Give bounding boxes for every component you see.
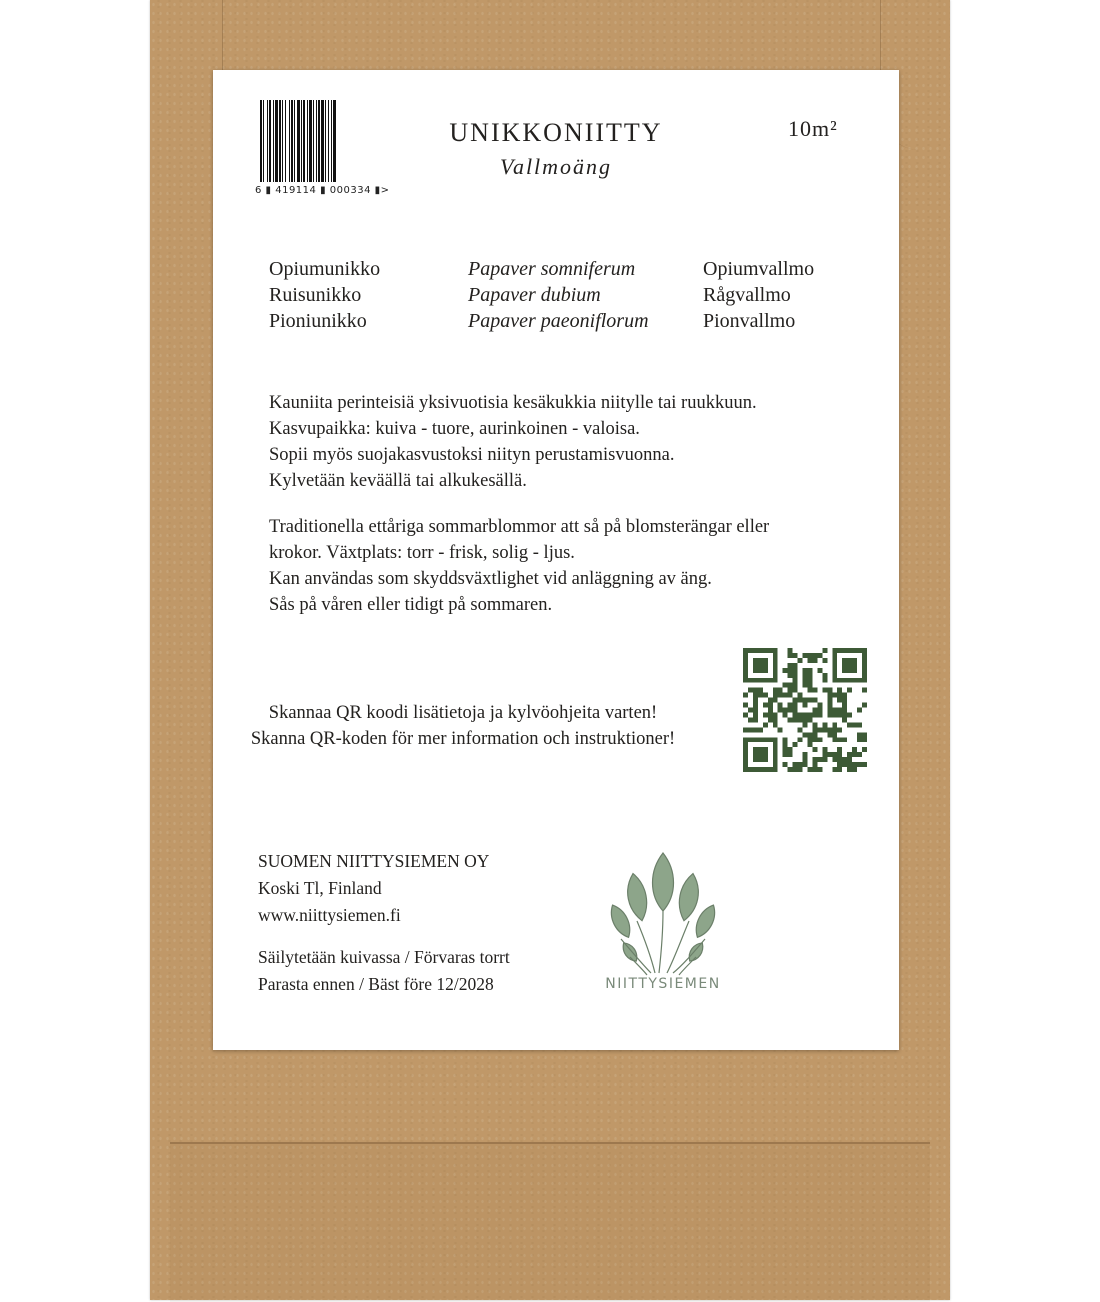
company-info xyxy=(258,848,489,929)
coverage-area: 10m² xyxy=(788,116,838,141)
description-line: krokor. Växtplats: torr - frisk, solig - ljus. xyxy=(269,543,575,563)
species-finnish-names xyxy=(269,256,380,334)
brand-logo-text: NIITTYSIEMEN xyxy=(605,976,721,992)
product-subtitle: Vallmoäng xyxy=(499,154,613,179)
description-line: Kan användas som skyddsväxtlighet vid anläggning av äng. xyxy=(269,569,712,589)
seed-label xyxy=(213,70,899,1050)
envelope-bottom-seam xyxy=(170,1142,930,1302)
species-latin-names xyxy=(468,256,649,334)
description-line: Kylvetään keväällä tai alkukesällä. xyxy=(269,471,527,491)
qr-instruction-sv: Skanna QR-koden för mer information och instruktioner! xyxy=(250,729,676,749)
species-name-latin: Papaver dubium xyxy=(468,284,601,306)
description-line: Kasvupaikka: kuiva - tuore, aurinkoinen - valoisa. xyxy=(269,419,640,439)
description-line: Kauniita perinteisiä yksivuotisia kesäkukkia niitylle tai ruukkuun. xyxy=(269,393,757,413)
company-location: Koski Tl, Finland xyxy=(258,878,382,898)
leaf-logo-icon xyxy=(603,845,723,995)
product-title: UNIKKONIITTY xyxy=(449,118,663,147)
description-line: Sopii myös suojakasvustoksi niityn perustamisvuonna. xyxy=(269,445,675,465)
qr-instructions xyxy=(223,700,703,752)
description-finnish xyxy=(269,390,869,494)
barcode-digits: 6 ▮ 419114 ▮ 000334 ▮> xyxy=(255,185,390,196)
species-name-latin: Papaver somniferum xyxy=(468,258,636,280)
company-website[interactable]: www.niittysiemen.fi xyxy=(258,905,401,925)
company-name: SUOMEN NIITTYSIEMEN OY xyxy=(258,851,490,871)
species-name-sv: Rågvallmo xyxy=(703,284,791,306)
species-name-fi: Ruisunikko xyxy=(269,284,362,306)
storage-instruction: Säilytetään kuivassa / Förvaras torrt xyxy=(258,947,510,967)
best-before-date: Parasta ennen / Bäst före 12/2028 xyxy=(258,974,494,994)
qr-code-icon[interactable] xyxy=(743,648,867,772)
description-line: Traditionella ettåriga sommarblommor att så på blomsterängar eller xyxy=(269,517,770,537)
species-swedish-names xyxy=(703,256,814,334)
species-name-sv: Pionvallmo xyxy=(703,310,796,332)
species-name-fi: Pioniunikko xyxy=(269,310,367,332)
description-swedish xyxy=(269,514,869,618)
description-line: Sås på våren eller tidigt på sommaren. xyxy=(269,595,553,615)
species-name-sv: Opiumvallmo xyxy=(703,258,815,280)
storage-info xyxy=(258,944,510,998)
species-name-latin: Papaver paeoniflorum xyxy=(468,310,649,332)
qr-instruction-fi: Skannaa QR koodi lisätietoja ja kylvöohjeita varten! xyxy=(268,703,658,723)
species-name-fi: Opiumunikko xyxy=(269,258,381,280)
